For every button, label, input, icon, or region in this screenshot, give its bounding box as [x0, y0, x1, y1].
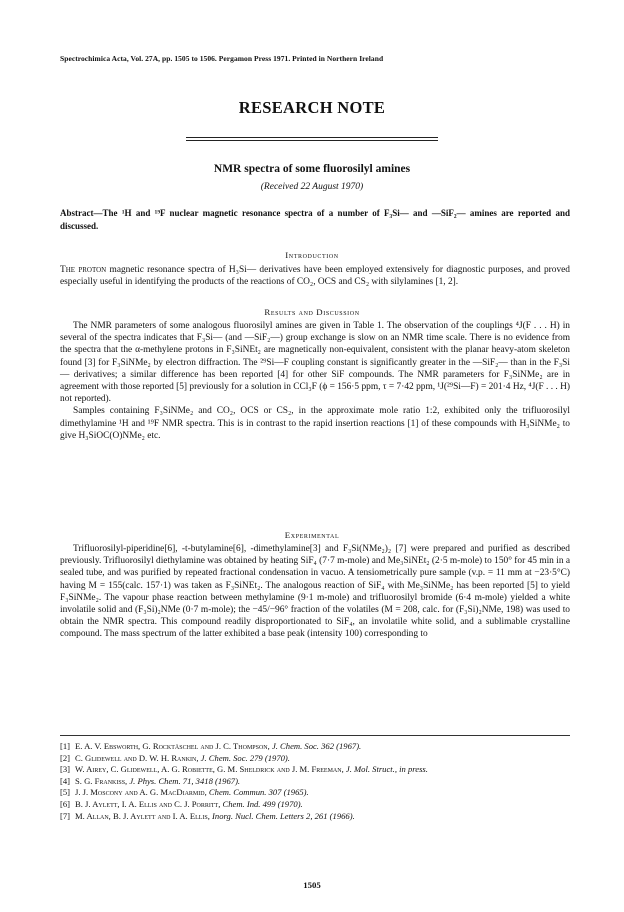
section-heading-results: Results and Discussion: [264, 307, 360, 317]
reference-item: [6] B. J. Aylett, I. A. Ellis and C. J. Porritt, Chem. Ind. 499 (1970).: [60, 798, 303, 809]
reference-item: [2] C. Glidewell and D. W. H. Rankin, J. Chem. Soc. 279 (1970).: [60, 752, 290, 763]
page-number: 1505: [303, 880, 321, 890]
heading-rule-top: [186, 137, 438, 138]
section-heading-introduction: Introduction: [285, 250, 339, 260]
abstract: [60, 207, 570, 232]
introduction-lead-words: The proton: [60, 265, 107, 275]
reference-list: [60, 741, 570, 822]
reference-item: [4] S. G. Frankiss, J. Phys. Chem. 71, 3418 (1967).: [60, 775, 241, 786]
experimental-paragraph: [60, 543, 570, 641]
abstract-label: Abstract: [60, 208, 94, 218]
introduction-text: magnetic resonance spectra of H₃Si— derivatives have been employed extensively for diagnostic purposes, and proved especially useful in identifying the products of the reactions of CO₂, OCS and CS₂ with silylamines [1, 2].: [60, 265, 570, 288]
journal-citation-line: Spectrochimica Acta, Vol. 27A, pp. 1505 to 1506. Pergamon Press 1971. Printed in Northern Ireland: [60, 54, 384, 63]
reference-item: [7] M. Allan, B. J. Aylett and I. A. Ellis, Inorg. Nucl. Chem. Letters 2, 261 (1966).: [60, 810, 355, 821]
reference-item: [1] E. A. V. Ebsworth, G. Rocktäschel and J. C. Thompson, J. Chem. Soc. 362 (1967).: [60, 741, 362, 751]
received-date: (Received 22 August 1970): [260, 182, 364, 192]
reference-item: [3] W. Airey, C. Glidewell, A. G. Robiette, G. M. Sheldrick and J. M. Freeman, J. Mol. Struct., in press.: [60, 764, 428, 775]
references-divider: [60, 735, 570, 736]
results-paragraph-1: The NMR parameters of some analogous fluorosilyl amines are given in Table 1. The observation of the couplings ⁴J(F . . . H) in several of the spectra indicates that F₃Si— (and —SiF₂—) group exchange is slow on an NMR time scale. There is no evidence from the spectra that the α-methylene protons in F₃SiNEt₂ are magnetically non-equivalent, consistent with the planar heavy-atom skeleton found [3] for F₃SiNMe₂ by electron diffraction. The ²⁹Si—F coupling constant is significantly greater in the —SiF₂— than in the F₃Si— derivatives; a similar difference has been reported [4] for other SiF compounds. The NMR parameters for F₃SiNMe₂ are in agreement with those reported [5] previously for a solution in CCl₃F (ϕ = 156·5 ppm, τ = 7·42 ppm, ¹J(²⁹Si—F) = 201·4 Hz, ⁴J(F . . . H) not reported).: [60, 321, 570, 405]
results-paragraph-2: Samples containing F₃SiNMe₂ and CO₂, OCS or CS₂, in the approximate mole ratio 1:2, exhibited only the trifluorosilyl dimethylamine ¹H and ¹⁹F NMR spectra. This is in contrast to the rapid insertion reactions [1] of these compounds with H₃SiNMe₂ to give H₃SiOC(O)NMe₂ etc.: [60, 406, 570, 441]
experimental-text: Trifluorosilyl-piperidine[6], -t-butylamine[6], -dimethylamine[3] and F₃Si(NMe₂)₂ [7] were prepared and purified as described previously. Trifluorosilyl diethylamine was obtained by heating SiF₄ (7·7 m-mole) and Me₃SiNEt₂ (2·5 m-mole) to 150° for 45 min in a sealed tube, and was purified by repeated fractional condensation in vacuo. A tensiometrically pure sample (v.p. = 11 mm at −23·5°C) having M = 155(calc. 157·1) was taken as F₃SiNEt₂. The analogous reaction of SiF₄ with Me₃SiNMe₂ has been reported [5] to yield F₃SiNMe₂. The vapour phase reaction between methylamine (9·1 m-mole) and trifluorosilyl bromide (6·4 m-mole) yielded a white involatile solid and (F₃Si)₂NMe (0·7 m-mole); the −45/−96° fraction of the volatiles (M = 208, calc. for (F₃Si)₂NMe, 198) was used to obtain the NMR spectra. This compound readily disproportionated to SiF₄, an involatile white solid, and a sublimable crystalline compound. The mass spectrum of the latter exhibited a base peak (intensity 100) corresponding to: [60, 544, 571, 640]
research-note-heading: RESEARCH NOTE: [238, 98, 386, 117]
abstract-text: —The ¹H and ¹⁹F nuclear magnetic resonance spectra of a number of F₃Si— and —SiF₂— amines are reported and discussed.: [60, 208, 570, 231]
reference-item: [5] J. J. Moscony and A. G. MacDiarmid, Chem. Commun. 307 (1965).: [60, 787, 309, 798]
introduction-paragraph: [60, 264, 570, 288]
article-title: NMR spectra of some fluorosilyl amines: [213, 163, 411, 175]
section-heading-experimental: Experimental: [284, 530, 340, 540]
results-paragraphs: [60, 320, 570, 442]
heading-rule-bottom: [186, 140, 438, 141]
